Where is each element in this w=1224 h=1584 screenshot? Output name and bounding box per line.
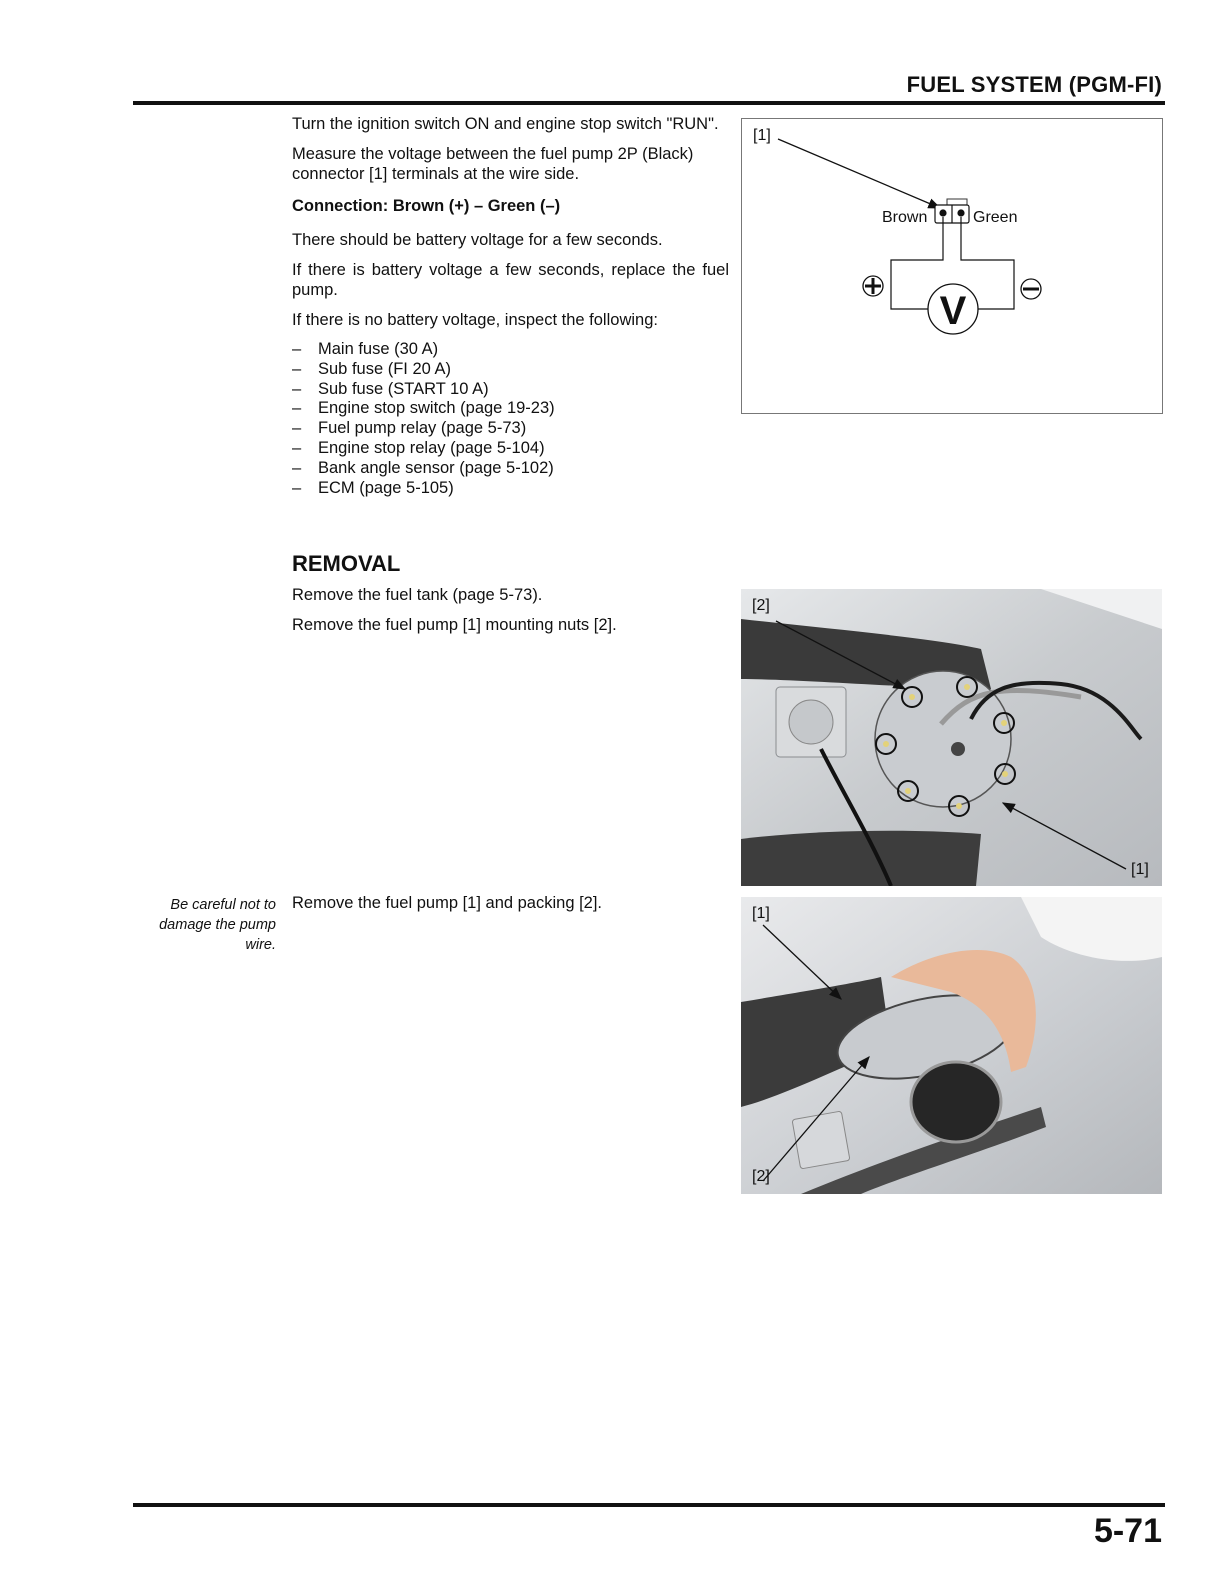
inspection-text [292, 114, 729, 498]
inspection-no-voltage: If there is no battery voltage, inspect the following: [292, 311, 658, 329]
inspection-expected: There should be battery voltage for a few seconds. [292, 231, 663, 249]
wire-label-brown: Brown [882, 209, 928, 226]
checklist-item-text: Fuel pump relay (page 5-73) [318, 419, 527, 438]
caution-note: Be careful not to damage the pump wire. [159, 897, 276, 953]
photo-fuel-pump-removal [741, 897, 1162, 1194]
checklist-item-text: ECM (page 5-105) [318, 478, 454, 497]
checklist-item [292, 419, 729, 439]
dash-bullet: – [292, 419, 302, 438]
connector-icon [935, 199, 969, 223]
dash-bullet: – [292, 379, 302, 398]
page-header-title: FUEL SYSTEM (PGM-FI) [906, 72, 1162, 97]
voltage-test-diagram [741, 118, 1163, 414]
checklist-item-text: Sub fuse (FI 20 A) [318, 359, 451, 378]
photo2-callout-pump: [1] [752, 905, 770, 922]
checklist-item-text: Engine stop switch (page 19-23) [318, 399, 555, 418]
checklist-item [292, 459, 729, 479]
voltmeter-symbol: V [939, 289, 967, 333]
checklist-item [292, 479, 729, 499]
inspection-checklist [292, 340, 729, 498]
callout-leader-line [778, 139, 940, 208]
dash-bullet: – [292, 478, 302, 497]
checklist-item-text: Bank angle sensor (page 5-102) [318, 458, 554, 477]
header-rule [133, 101, 1165, 105]
photo-fuel-pump-nuts [741, 589, 1162, 886]
dash-bullet: – [292, 438, 302, 457]
inspection-step-ignition: Turn the ignition switch ON and engine stop switch "RUN". [292, 115, 719, 133]
checklist-item-text: Engine stop relay (page 5-104) [318, 438, 545, 457]
circuit-diagram-svg [742, 119, 1162, 413]
inspection-step-measure: Measure the voltage between the fuel pump 2P (Black) connector [1] terminals at the wire side. [292, 145, 694, 183]
fuel-pump-nuts-illustration [741, 589, 1162, 886]
section-title-removal: REMOVAL [292, 551, 401, 576]
checklist-item [292, 340, 729, 360]
inspection-connection: Connection: Brown (+) – Green (–) [292, 197, 561, 215]
photo2-callout-packing: [2] [752, 1168, 770, 1185]
wire-label-green: Green [973, 209, 1018, 226]
diagram-callout-connector: [1] [753, 127, 771, 144]
fuel-pump-removal-illustration [741, 897, 1162, 1194]
dash-bullet: – [292, 340, 302, 358]
checklist-item-text: Sub fuse (START 10 A) [318, 379, 489, 398]
plus-terminal-icon [863, 276, 883, 296]
checklist-item [292, 399, 729, 419]
inspection-replace: If there is battery voltage a few seconds, replace the fuel pump. [292, 261, 729, 299]
removal-text [292, 585, 729, 645]
photo1-callout-nuts: [2] [752, 597, 770, 614]
removal-step-mounting-nuts: Remove the fuel pump [1] mounting nuts [2]. [292, 616, 617, 634]
checklist-item [292, 380, 729, 400]
photo1-callout-pump: [1] [1131, 861, 1149, 878]
voltmeter-icon [928, 284, 978, 334]
checklist-item [292, 360, 729, 380]
removal-step-pump-packing: Remove the fuel pump [1] and packing [2]. [292, 894, 603, 912]
checklist-item-text: Main fuse (30 A) [318, 340, 439, 358]
checklist-item [292, 439, 729, 459]
page-number: 5-71 [1093, 1512, 1162, 1550]
removal-step-fuel-tank: Remove the fuel tank (page 5-73). [292, 586, 543, 604]
dash-bullet: – [292, 399, 302, 418]
dash-bullet: – [292, 458, 302, 477]
dash-bullet: – [292, 359, 302, 378]
removal-text-2 [292, 893, 729, 923]
minus-terminal-icon [1021, 279, 1041, 299]
footer-rule [133, 1503, 1165, 1507]
